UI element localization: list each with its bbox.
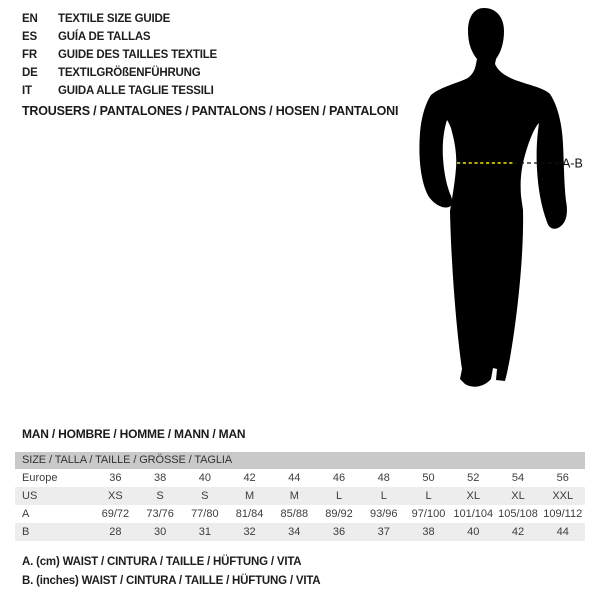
language-code: DE	[22, 67, 38, 79]
row-label: B	[22, 526, 30, 538]
language-label: TEXTILGRÖßENFÜHRUNG	[58, 67, 201, 79]
table-row	[15, 523, 585, 541]
table-cell: 31	[198, 526, 211, 538]
table-cell: L	[335, 490, 343, 502]
table-cell: XL	[511, 490, 525, 502]
table-cell: 42	[243, 472, 256, 484]
table-cell: 40	[467, 526, 480, 538]
table-cell: XL	[466, 490, 480, 502]
table-cell: 69/72	[101, 508, 130, 520]
row-label: Europe	[22, 472, 58, 484]
language-code: FR	[22, 49, 37, 61]
language-code: ES	[22, 31, 37, 43]
table-cell: S	[156, 490, 164, 502]
table-cell: 85/88	[280, 508, 309, 520]
language-code: IT	[22, 85, 32, 97]
category-title: TROUSERS / PANTALONES / PANTALONS / HOSEN / PANTALONI	[22, 104, 399, 118]
table-cell: XXL	[552, 490, 574, 502]
row-label: US	[22, 490, 38, 502]
language-label: GUÍA DE TALLAS	[58, 31, 151, 43]
table-cell: S	[201, 490, 209, 502]
table-cell: 52	[467, 472, 480, 484]
table-cell: L	[425, 490, 432, 502]
language-row	[22, 82, 217, 100]
table-cell: L	[380, 490, 387, 502]
man-silhouette-shape	[419, 8, 567, 387]
table-cell: 34	[288, 526, 301, 538]
table-cell: 42	[511, 526, 525, 538]
language-label: TEXTILE SIZE GUIDE	[58, 13, 171, 25]
table-cell: 105/108	[498, 508, 538, 520]
table-cell: 73/76	[146, 508, 174, 520]
table-cell: 30	[153, 526, 167, 538]
table-cell: 36	[332, 526, 346, 538]
language-row	[22, 46, 217, 64]
measurement-notes	[22, 553, 320, 590]
table-cell: 54	[511, 472, 525, 484]
table-cell: 93/96	[370, 508, 398, 520]
table-cell: 44	[556, 526, 569, 538]
table-cell: 50	[422, 472, 435, 484]
table-cell: 32	[243, 526, 256, 538]
table-cell: 109/112	[543, 508, 583, 520]
table-row	[15, 487, 585, 505]
language-row	[22, 28, 217, 46]
note-a: A. (cm) WAIST / CINTURA / TAILLE / HÜFTUNG / VITA	[22, 556, 302, 568]
table-cell: 46	[332, 472, 346, 484]
table-cell: 44	[288, 472, 301, 484]
language-row	[22, 10, 217, 28]
language-row	[22, 64, 217, 82]
table-row	[15, 505, 585, 523]
table-cell: XS	[108, 490, 123, 502]
section-title: MAN / HOMBRE / HOMME / MANN / MAN	[22, 427, 246, 441]
size-table-header: SIZE / TALLA / TAILLE / GRÖSSE / TAGLIA	[15, 452, 585, 469]
table-cell: 77/80	[191, 508, 219, 520]
language-code: EN	[22, 13, 38, 25]
table-cell: M	[289, 490, 299, 502]
table-cell: 36	[109, 472, 122, 484]
table-cell: 56	[556, 472, 569, 484]
language-list	[22, 10, 217, 100]
table-cell: M	[244, 490, 255, 502]
table-row	[15, 469, 585, 487]
silhouette-svg	[400, 0, 600, 420]
table-cell: 48	[377, 472, 390, 484]
language-label: GUIDA ALLE TAGLIE TESSILI	[58, 85, 214, 97]
table-cell: 37	[377, 526, 390, 538]
size-table-body	[15, 469, 585, 541]
body-silhouette-figure	[400, 0, 600, 420]
table-cell: 40	[198, 472, 211, 484]
table-cell: 38	[422, 526, 435, 538]
measure-label: A-B	[562, 156, 583, 171]
table-cell: 101/104	[453, 508, 494, 520]
size-table	[15, 452, 585, 541]
table-cell: 89/92	[325, 508, 353, 520]
language-label: GUIDE DES TAILLES TEXTILE	[58, 49, 217, 61]
table-cell: 28	[109, 526, 122, 538]
table-cell: 38	[153, 472, 167, 484]
table-cell: 97/100	[411, 508, 446, 520]
row-label: A	[22, 508, 30, 520]
note-b: B. (inches) WAIST / CINTURA / TAILLE / HÜFTUNG / VITA	[22, 574, 321, 587]
table-cell: 81/84	[235, 508, 264, 520]
